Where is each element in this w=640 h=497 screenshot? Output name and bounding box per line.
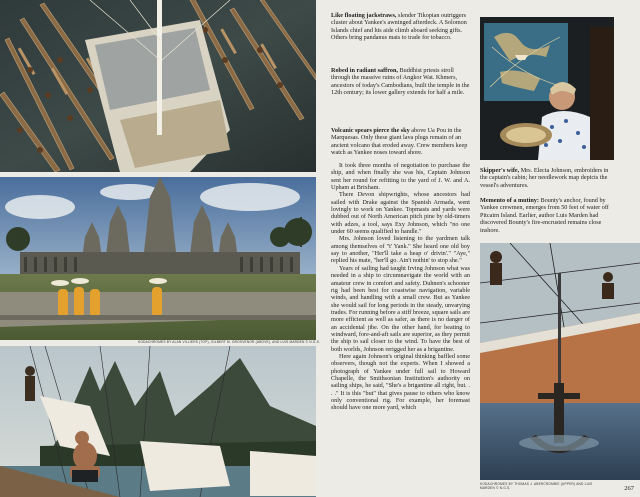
- outriggers-photo: [0, 0, 316, 172]
- caption-lead: Skipper's wife,: [480, 167, 520, 174]
- caption-lead: Memento of a mutiny:: [480, 197, 539, 204]
- article-body: [331, 162, 470, 494]
- body-paragraph: Here again Johnson's original thinking baffled some observers, though not the experts. When I showed a photograph of Yankee under full sail to Howard Chapelle, the Smithsonian Institution's authority on sailing ships, he said, "She's a brigantine all right, but. . . ." It is this "but" that gives pause to others who know only conventional rig. For example, her foremast should have one more yard, which: [331, 352, 470, 412]
- caption-lead: Robed in radiant saffron,: [331, 67, 398, 74]
- caption-text: above Ua Pou in the Marquesas. Only these giant lava plugs remain of an ancient volcano that eroded away. Crew members keep watch as Yankee noses toward shore.: [331, 127, 468, 157]
- photo-credit-right: KODACHROMES BY THOMAS J. ABERCROMBIE (UPPER) AND LUIS MARDEN © N.G.S.: [480, 482, 593, 490]
- caption-lead: Volcanic spears pierce the sky: [331, 127, 410, 134]
- body-paragraph: Mrs. Johnson loved listening to the yardmen talk among themselves of "t' Yank." She heard one old boy say to another, "Her'll take a heap o' drivin'." "Aye," replied his mate, "her'll go. Ain't nothin' to stop she.": [331, 235, 470, 265]
- caption-volcanic: [331, 127, 470, 157]
- caption-skipper: [480, 167, 614, 189]
- page-number: 267: [624, 485, 634, 492]
- caption-memento: [480, 197, 614, 234]
- caption-text: Bounty's anchor, found by Yankee crewmen, emerges from 50 feet of water off Pitcairn Island. Earlier, author Luis Marden had discovered Bounty's fire-encrusted remains close inshore.: [480, 197, 609, 234]
- caption-text: Buddhist priests stroll through the massive ruins of Angkor Wat. Khmers, ancestors of today's Cambodians, built the temple in the 12th century; its lower gallery extends for half a mile.: [331, 67, 470, 97]
- body-paragraph: It took three months of negotiation to purchase the ship, and when finally she was his, Captain Johnson sent her round for refitting to the yard of J. W. and A. Upham at Brixham.: [331, 162, 470, 192]
- body-paragraph: Years of sailing had taught Irving Johnson what was needed in a ship to circumnavigate the world with an amateur crew in comfort and safety. Duhnen's schooner rig had been best for coastwise navigation, variable winds, and handling with a small crew. But as Yankee she would sail for long periods in the steady, unvarying trades. For running before a stiff breeze, square sails are more efficient as well as safer, as there is no danger of an accidental jibe. On the other hand, for beating to windward, fore-and-aft sails are superior, as they permit the ship to sail closer to the wind. To have the best of both worlds, Johnson rerigged her as a brigantine.: [331, 264, 470, 353]
- angkor-wat-photo: [0, 177, 316, 340]
- caption-jackstraws: [331, 12, 470, 42]
- caption-lead: Like floating jackstraws,: [331, 12, 397, 19]
- caption-saffron: [331, 67, 470, 97]
- embroidery-photo: [480, 17, 614, 160]
- photo-credit-left: KODACHROMES BY ALAN VILLIERS (TOP), GILBERT M. GROSVENOR (ABOVE), AND LUIS MARDEN © N.G.S.: [138, 340, 320, 344]
- anchor-photo: [480, 243, 640, 480]
- caption-text: Mrs. Electa Johnson, embroiders in the captain's cabin; her needlework map depicts the vessel's adventures.: [480, 167, 609, 189]
- caption-text: slender Tikopian outriggers cluster about Yankee's awninged afterdeck. A Solomon Islands chief and his aide climb aboard seeking gifts. Others bring pandanus mats to trade for tobacco.: [331, 12, 467, 42]
- ua-pou-photo: [0, 346, 316, 497]
- body-paragraph: There Devon shipwrights, whose ancestors had sailed with Drake against the Spanish Armada, went lovingly to work on Yankee. Topmasts and yards were dubbed out of North American pitch pine by old-timers with adzes, a tool, says Exy Johnson, which "no one under 60 seems qualified to handle.": [331, 191, 470, 236]
